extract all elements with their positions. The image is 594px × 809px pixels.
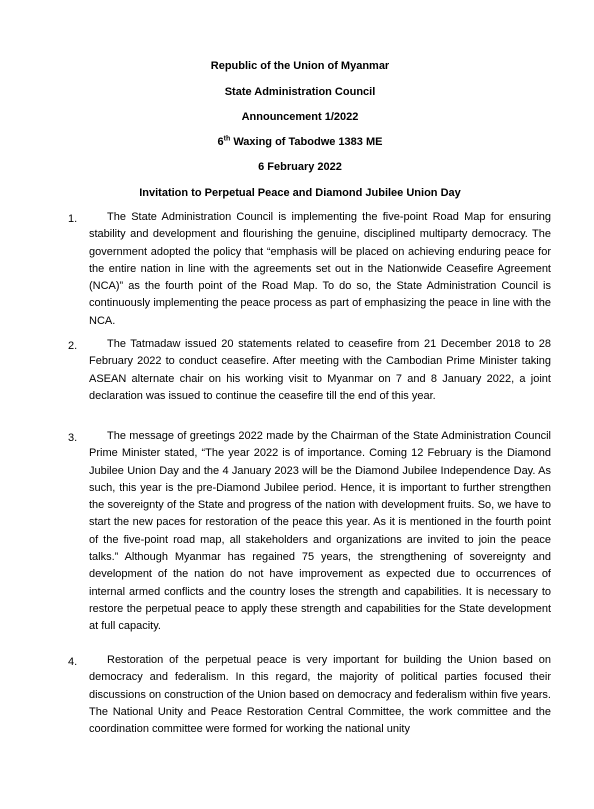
paragraph-number: 1. xyxy=(68,213,78,225)
paragraph-text: The Tatmadaw issued 20 statements related to ceasefire from 21 December 2018 to 28 February 2022 to conduct ceasefire. After meeting with the Cambodian Prime Minister taking ASEAN alternate chair on his working visit to Myanmar on 7 and 8 January 2022, a joint declaration was issued to continue the ceasefire till the end of this year. xyxy=(89,338,551,402)
document-title: Invitation to Perpetual Peace and Diamond Jubilee Union Day xyxy=(139,187,461,199)
date-rest: Waxing of Tabodwe 1383 ME xyxy=(230,136,383,148)
paragraph-text: The message of greetings 2022 made by the Chairman of the State Administration Council Prime Minister stated, “The year 2022 is of importance. Coming 12 February is the Diamond Jubilee Union Day and the 4 January 2023 will be the Diamond Jubilee Independence Day. As such, this year is the pre-Diamond Jubilee period. Hence, it is important to further strengthen the sovereignty of the State and progress of the nation with development fruits. So, we have to start the new paces for restoration of the peace this year. As it is mentioned in the fourth point of the five-point road map, all stakeholders and organizations are invited to join the peace talks.” Although Myanmar has regained 75 years, the strengthening of sovereignty and development of the nation do not have improvement as expected due to occurrences of internal armed conflicts and the country loses the strength and capabilities. It is necessary to restore the perpetual peace to apply these strength and capabilities for the State development at full capacity. xyxy=(89,430,551,633)
header-date: 6 February 2022 xyxy=(258,161,342,173)
header-announcement: Announcement 1/2022 xyxy=(241,111,359,123)
paragraph-number: 4. xyxy=(68,656,78,668)
header-country: Republic of the Union of Myanmar xyxy=(210,60,390,72)
header-council: State Administration Council xyxy=(224,86,376,98)
date-number: 6 xyxy=(217,136,224,148)
paragraph-number: 3. xyxy=(68,432,78,444)
paragraph-number: 2. xyxy=(68,340,78,352)
paragraph-text: Restoration of the perpetual peace is very important for building the Union based on democracy and federalism. In this regard, the majority of political parties focused their discussions on construction of the Union based on democracy and federalism within five years. The National Unity and Peace Restoration Central Committee, the work committee and the coordination committee were formed for working the national unity xyxy=(89,654,551,736)
paragraph-text: The State Administration Council is implementing the five-point Road Map for ensuring stability and development and flourishing the genuine, disciplined multiparty democracy. The government adopted the policy that “emphasis will be placed on achieving enduring peace for the entire nation in line with the agreements set out in the Nationwide Ceasefire Agreement (NCA)” as the fourth point of the Road Map. To do so, the State Administration Council is continuously implementing the peace process as part of emphasizing the peace in line with the NCA. xyxy=(89,211,551,327)
header-myanmar-date xyxy=(0,136,594,149)
date-suffix: th xyxy=(223,135,231,143)
